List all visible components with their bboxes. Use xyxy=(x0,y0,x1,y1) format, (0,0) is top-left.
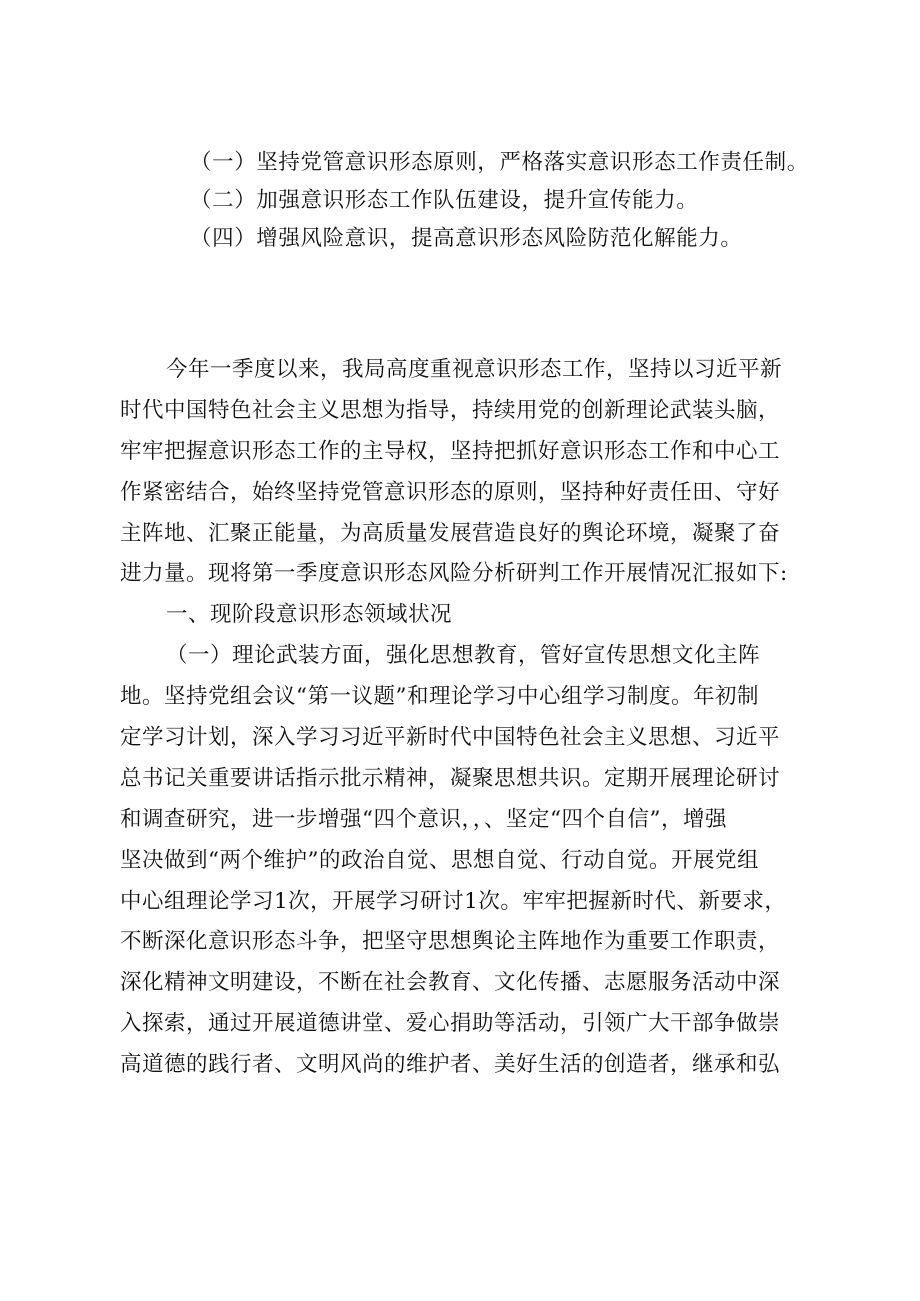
paragraph-line: 高道德的践行者、文明风尚的维护者、美好生活的创造者，继承和弘 xyxy=(120,1052,781,1078)
outline-item: （一）坚持党管意识形态原则，严格落实意识形态工作责任制。 xyxy=(190,150,809,175)
paragraph-line: （一）理论武装方面，强化思想教育，管好宣传思想文化主阵 xyxy=(166,643,761,669)
paragraph-line: 中心组理论学习1次，开展学习研讨1次。牢牢把握新时代、新要求， xyxy=(120,888,787,914)
paragraph-line: 深化精神文明建设，不断在社会教育、文化传播、志愿服务活动中深 xyxy=(120,970,781,996)
section-outline xyxy=(120,144,900,258)
report-body xyxy=(120,350,812,1086)
paragraph-line: 主阵地、汇聚正能量，为高质量发展营造良好的舆论环境，凝聚了奋 xyxy=(120,520,781,546)
outline-item: （二）加强意识形态工作队伍建设，提升宣传能力。 xyxy=(190,188,699,213)
paragraph-line: 作紧密结合，始终坚持党管意识形态的原则，坚持种好责任田、守好 xyxy=(120,479,781,505)
paragraph-line: 定学习计划，深入学习习近平新时代中国特色社会主义思想、习近平 xyxy=(120,725,781,751)
paragraph-line: 今年一季度以来，我局高度重视意识形态工作，坚持以习近平新 xyxy=(166,357,783,382)
paragraph-line: 牢牢把握意识形态工作的主导权，坚持把抓好意识形态工作和中心工 xyxy=(120,438,781,464)
paragraph-line: 时代中国特色社会主义思想为指导，持续用党的创新理论武装头脑， xyxy=(120,397,781,423)
section-heading: 一、现阶段意识形态领域状况 xyxy=(166,602,453,628)
paragraph-line: 总书记关重要讲话指示批示精神，凝聚思想共识。定期开展理论研讨 xyxy=(120,765,781,791)
paragraph-line: 进力量。现将第一季度意识形态风险分析研判工作开展情况汇报如下: xyxy=(120,561,788,587)
paragraph-line: 入探索，通过开展道德讲堂、爱心捐助等活动，引领广大干部争做崇 xyxy=(120,1011,781,1037)
paragraph-line: 坚决做到“两个维护”的政治自觉、思想自觉、行动自觉。开展党组 xyxy=(120,847,759,873)
outline-item: （四）增强风险意识，提高意识形态风险防范化解能力。 xyxy=(190,226,743,251)
paragraph-line: 不断深化意识形态斗争，把坚守思想舆论主阵地作为重要工作职责， xyxy=(120,929,781,955)
paragraph-line: 地。坚持党组会议“第一议题”和理论学习中心组学习制度。年初制 xyxy=(120,684,759,710)
paragraph-line: 和调查研究，进一步增强“四个意识，，、坚定“四个自信”，增强 xyxy=(120,806,727,832)
